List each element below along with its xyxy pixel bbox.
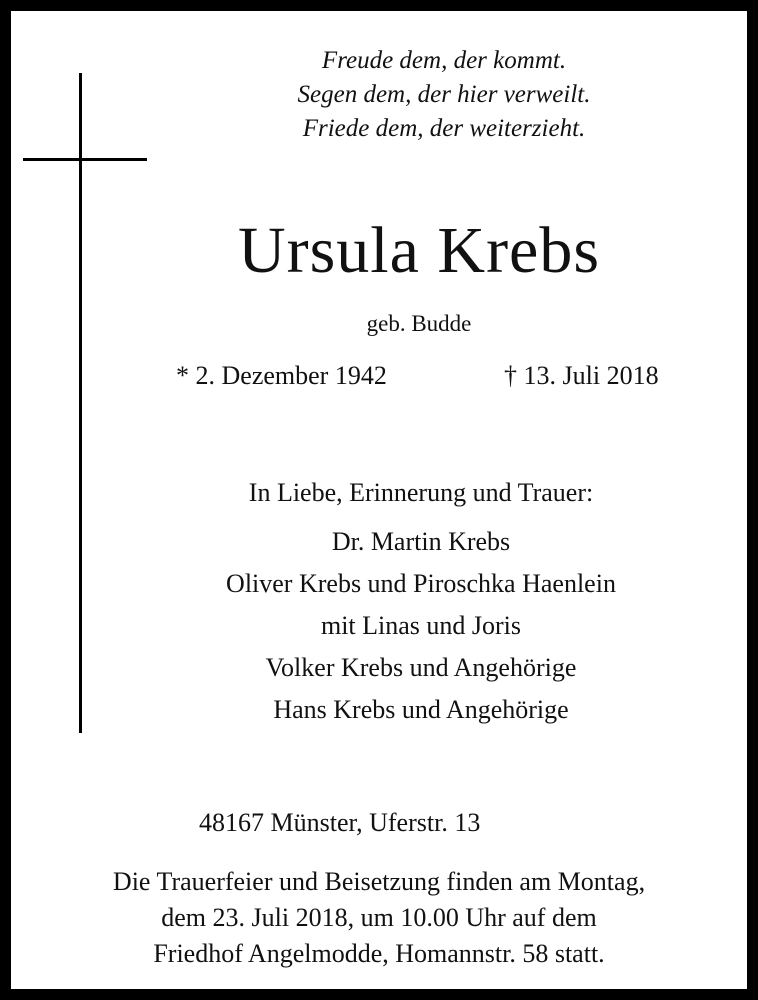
address: 48167 Münster, Uferstr. 13 [199, 808, 481, 837]
mourner-name: Volker Krebs und Angehörige [265, 653, 577, 682]
death-date: † 13. Juli 2018 [504, 361, 659, 390]
funeral-line: Die Trauerfeier und Beisetzung finden am Montag, [112, 867, 646, 896]
motto-line: Freude dem, der kommt. [321, 47, 567, 74]
funeral-line: Friedhof Angelmodde, Homannstr. 58 statt. [153, 939, 605, 968]
mourners-list [53, 521, 758, 731]
mourning-intro: In Liebe, Erinnerung und Trauer: [248, 478, 594, 507]
birth-date: * 2. Dezember 1942 [176, 361, 387, 390]
motto-line: Friede dem, der weiterzieht. [302, 115, 586, 142]
funeral-line: dem 23. Juli 2018, um 10.00 Uhr auf dem [161, 903, 597, 932]
funeral-info [11, 864, 747, 972]
mourner-name: Hans Krebs und Angehörige [273, 695, 569, 724]
mourner-name: mit Linas und Joris [320, 611, 522, 640]
mourner-name: Oliver Krebs und Piroschka Haenlein [226, 569, 616, 598]
motto-verse [259, 44, 629, 146]
mourner-name: Dr. Martin Krebs [331, 527, 511, 556]
motto-line: Segen dem, der hier verweilt. [297, 81, 591, 108]
cross-horizontal-bar [23, 158, 147, 161]
deceased-name: Ursula Krebs [237, 214, 601, 287]
maiden-name: geb. Budde [366, 311, 472, 336]
